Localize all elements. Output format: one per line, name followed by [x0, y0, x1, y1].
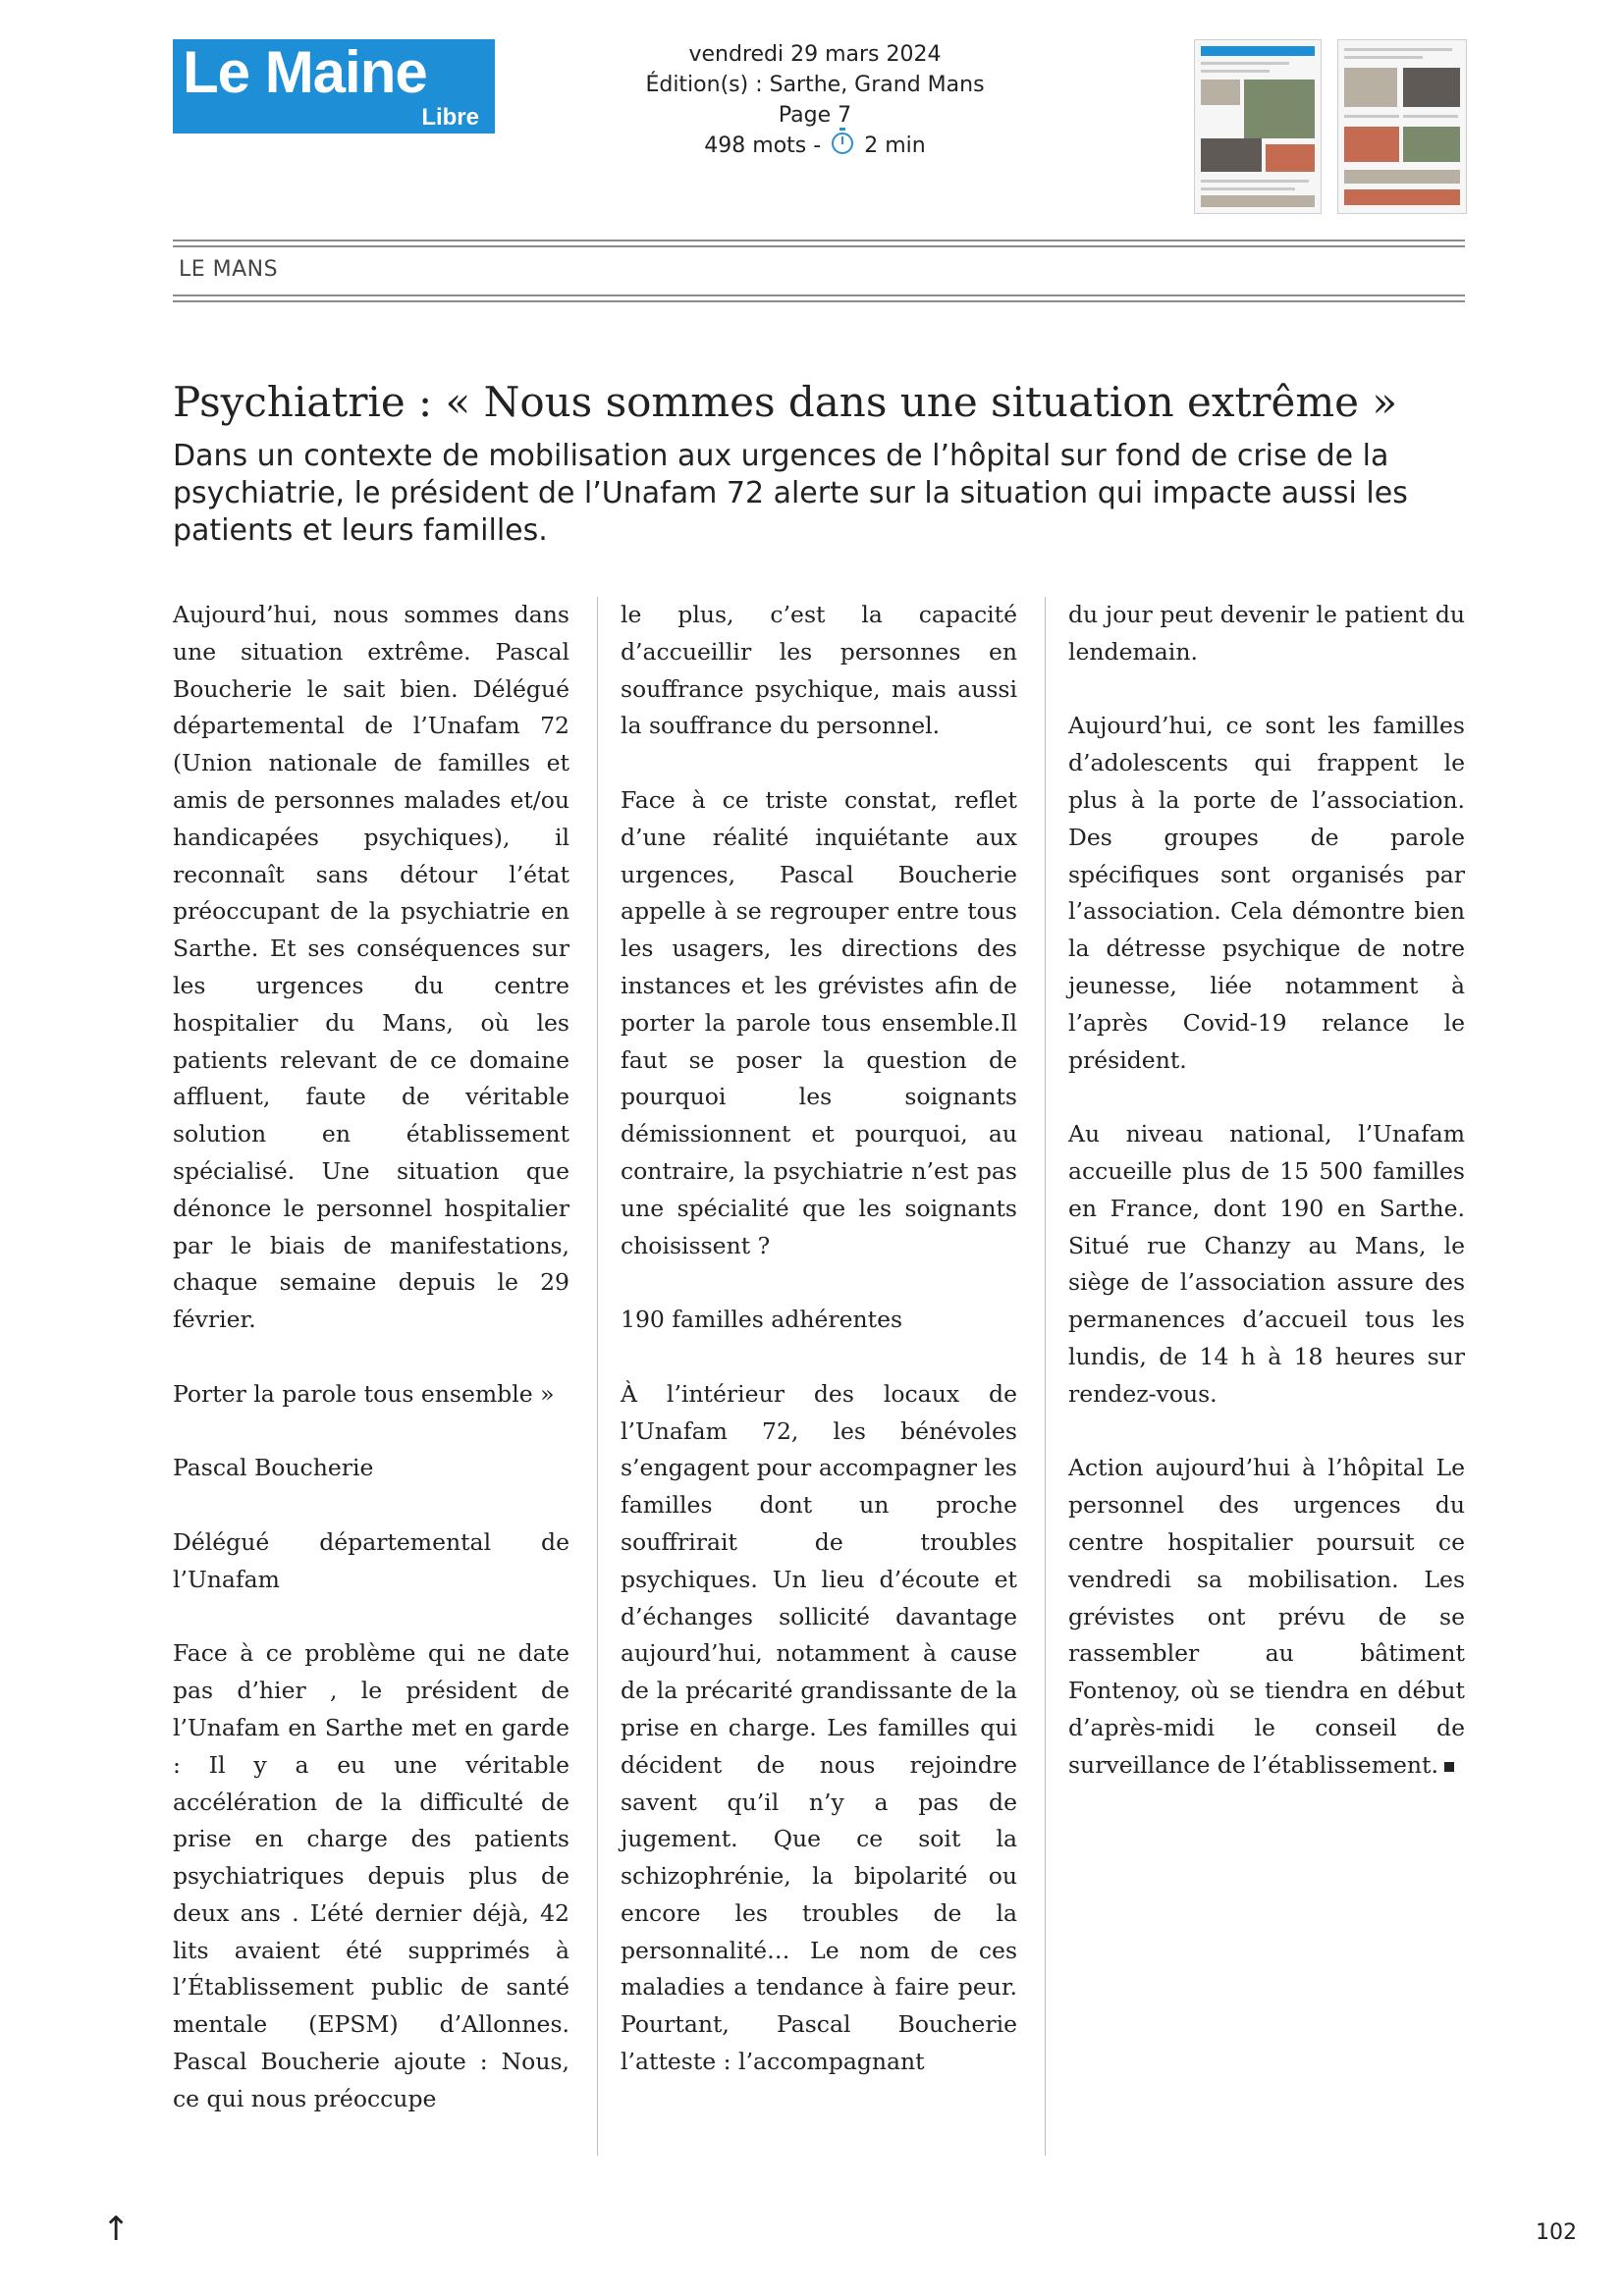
- article-column-2: [621, 597, 1017, 2118]
- back-to-top-icon[interactable]: ↑: [102, 2210, 131, 2249]
- header-rule-bottom-1: [173, 294, 1465, 296]
- page-thumbnail-front[interactable]: [1194, 39, 1322, 214]
- closing-paragraph: [1068, 1450, 1465, 1784]
- subheading: 190 familles adhérentes: [621, 1306, 903, 1334]
- clock-icon: [832, 133, 853, 154]
- closing-text: Action aujourd’hui à l’hôpital Le personnel des urgences du centre hospitalier poursuit ce vendredi sa mobilisation. Les grévistes ont prévu de se rassembler au bâtiment Fontenoy, où se tiendra en début d’après-midi le conseil de surveillance de l’établissement.: [1068, 1454, 1465, 1779]
- publication-date: vendredi 29 mars 2024: [688, 42, 942, 67]
- paragraph: Au niveau national, l’Unafam accueille plus de 15 500 familles en France, dont 190 en Sarthe. Situé rue Chanzy au Mans, le siège de l’association assure des permanences d’accueil tous les lundis, de 14 h à 18 heures sur rendez-vous.: [1068, 1120, 1465, 1408]
- le-maine-libre-logo: [173, 39, 495, 133]
- page-reference: Page 7: [778, 103, 852, 128]
- paragraph: du jour peut devenir le patient du lendemain.: [1068, 601, 1465, 666]
- article-column-3: [1068, 597, 1465, 1821]
- header-rule-bottom-2: [173, 300, 1465, 302]
- paragraph: Face à ce triste constat, reflet d’une réalité inquiétante aux urgences, Pascal Boucherie appelle à se regrouper entre tous les usagers, les directions des instances et les grévistes afin de porter la parole tous ensemble.Il faut se poser la question de pourquoi les soignants démissionnent et pourquoi, au contraire, la psychiatrie n’est pas une spécialité que les soignants choisissent ?: [621, 785, 1017, 1259]
- quote-attribution-role: Délégué départemental de l’Unafam: [173, 1527, 569, 1593]
- paragraph: Aujourd’hui, nous sommes dans une situation extrême. Pascal Boucherie le sait bien. Délégué départemental de l’Unafam 72 (Union nationale de familles et amis de personnes malades et/ou handicapées psychiques), il reconnaît sans détour l’état préoccupant de la psychiatrie en Sarthe. Et ses conséquences sur les urgences du centre hospitalier du Mans, où les patients relevant de ce domaine affluent, faute de véritable solution en établissement spécialisé. Une situation que dénonce le personnel hospitalier par le biais de manifestations, chaque semaine depuis le 29 février.: [173, 601, 569, 1334]
- column-divider: [597, 597, 598, 2156]
- word-count-line: [550, 131, 1080, 161]
- section-label: LE MANS: [179, 257, 279, 282]
- article-headline: Psychiatrie : « Nous sommes dans une situation extrême »: [173, 378, 1398, 426]
- editions: Édition(s) : Sarthe, Grand Mans: [645, 73, 985, 97]
- quote-attribution-name: Pascal Boucherie: [173, 1454, 374, 1482]
- page-number: 102: [1536, 2220, 1577, 2245]
- paragraph: le plus, c’est la capacité d’accueillir les personnes en souffrance psychique, mais aussi la souffrance du personnel.: [621, 601, 1017, 740]
- paragraph: Aujourd’hui, ce sont les familles d’adolescents qui frappent le plus à la porte de l’association. Des groupes de parole spécifiques sont organisés par l’association. Cela démontre bien la détresse psychique de notre jeunesse, liée notamment à l’après Covid-19 relance le président.: [1068, 712, 1465, 1074]
- paragraph: Face à ce problème qui ne date pas d’hier , le président de l’Unafam en Sarthe met en garde : Il y a eu une véritable accélération de la difficulté de prise en charge des patients psychiatriques depuis plus de deux ans . L’été dernier déjà, 42 lits avaient été supprimés à l’Établissement public de santé mentale (EPSM) d’Allonnes. Pascal Boucherie ajoute : Nous, ce qui nous préoccupe: [173, 1639, 569, 2112]
- read-time: 2 min: [864, 133, 926, 158]
- pull-quote: Porter la parole tous ensemble »: [173, 1379, 555, 1408]
- article-meta: [550, 39, 1080, 161]
- article-column-1: [173, 597, 569, 2155]
- logo-sub-text: Libre: [421, 104, 479, 131]
- end-of-article-icon: [1444, 1762, 1454, 1772]
- column-divider: [1045, 597, 1046, 2156]
- paragraph: À l’intérieur des locaux de l’Unafam 72, les bénévoles s’engagent pour accompagner les familles dont un proche souffrirait de troubles psychiques. Un lieu d’écoute et d’échanges sollicité davantage aujourd’hui, notamment à cause de la précarité grandissante de la prise en charge. Les familles qui décident de nous rejoindre savent qu’il n’y a pas de jugement. Que ce soit la schizophrénie, la bipolarité ou encore les troubles de la personnalité… Le nom de ces maladies a tendance à faire peur. Pourtant, Pascal Boucherie l’atteste : l’accompagnant: [621, 1379, 1017, 2076]
- page-thumbnail-inner[interactable]: [1337, 39, 1467, 214]
- header-rule-top-2: [173, 245, 1465, 247]
- header-rule-top-1: [173, 240, 1465, 241]
- logo-main-text: Le Maine: [183, 39, 427, 105]
- word-count: 498 mots -: [704, 133, 822, 158]
- article-lede: Dans un contexte de mobilisation aux urgences de l’hôpital sur fond de crise de la psychiatrie, le président de l’Unafam 72 alerte sur la situation qui impacte aussi les patients et leurs familles.: [173, 439, 1408, 548]
